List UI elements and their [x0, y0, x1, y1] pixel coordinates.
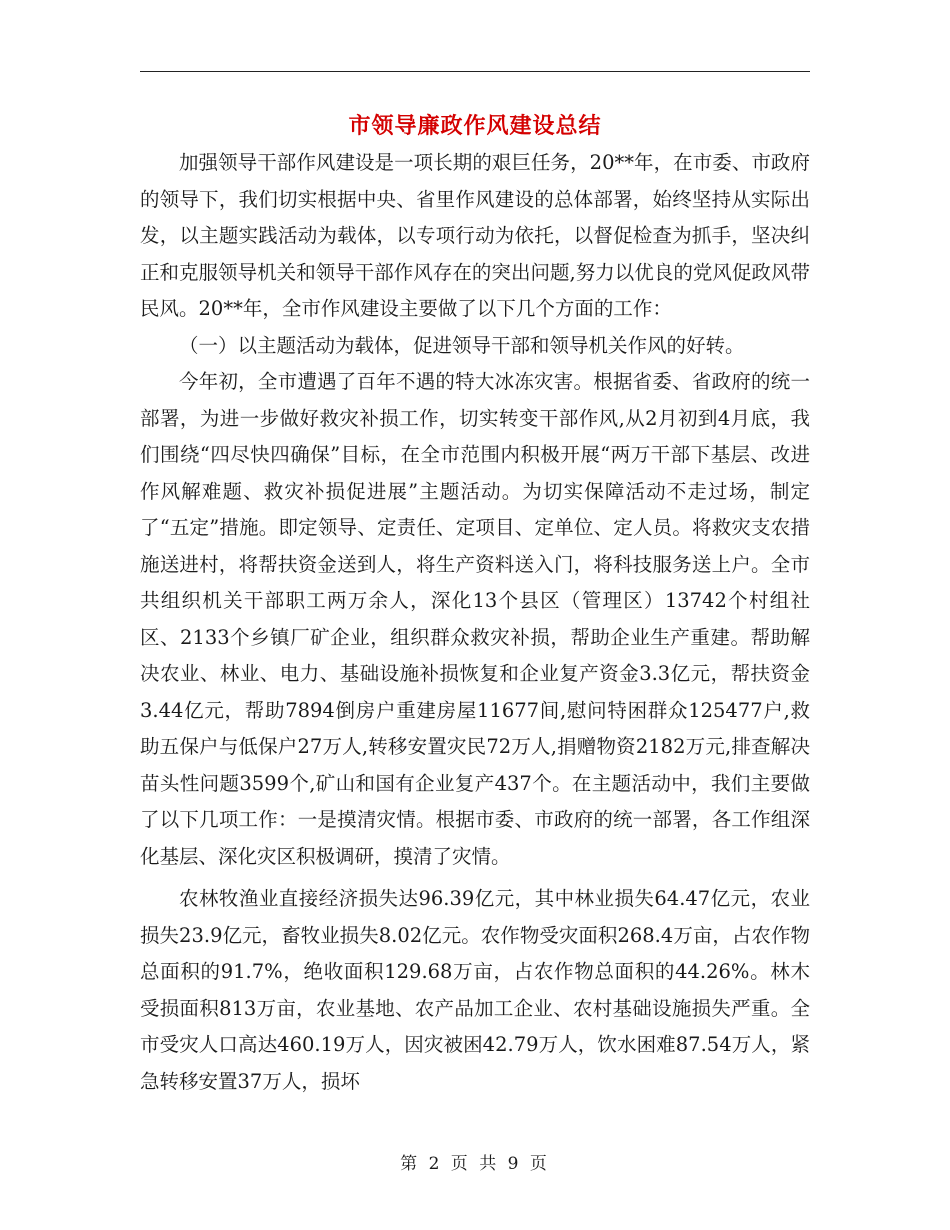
- body-paragraph: 今年初，全市遭遇了百年不遇的特大冰冻灾害。根据省委、省政府的统一部署，为进一步做好救灾补损工作，切实转变干部作风,从2月初到4月底，我们围绕“四尽快四确保”目标，在全市范围内积极开展“两万干部下基层、改进作风解难题、救灾补损促进展”主题活动。为切实保障活动不走过场，制定了“五定”措施。即定领导、定责任、定项目、定单位、定人员。将救灾支农措施送进村，将帮扶资金送到人，将生产资料送入门，将科技服务送上户。全市共组织机关干部职工两万余人，深化13个县区（管理区）13742个村组社区、2133个乡镇厂矿企业，组织群众救灾补损，帮助企业生产重建。帮助解决农业、林业、电力、基础设施补损恢复和企业复产资金3.3亿元，帮扶资金3.44亿元，帮助7894倒房户重建房屋11677间,慰问特困群众125477户,救助五保户与低保户27万人,转移安置灾民72万人,捐赠物资2182万元,排查解决苗头性问题3599个,矿山和国有企业复产437个。在主题活动中，我们主要做了以下几项工作：一是摸清灾情。根据市委、市政府的统一部署，各工作组深化基层、深化灾区积极调研，摸清了灾情。: [140, 370, 810, 868]
- header-rule: [140, 71, 810, 72]
- document-title: 市领导廉政作风建设总结: [348, 113, 602, 139]
- document-body: [140, 145, 810, 1100]
- body-paragraph: 农林牧渔业直接经济损失达96.39亿元，其中林业损失64.47亿元，农业损失23.9亿元，畜牧业损失8.02亿元。农作物受灾面积268.4万亩，占农作物总面积的91.7%，绝收面积129.68万亩，占农作物总面积的44.26%。林木受损面积813万亩，农业基地、农产品加工企业、农村基础设施损失严重。全市受灾人口高达460.19万人，因灾被困42.79万人，饮水困难87.54万人，紧急转移安置37万人，损坏: [140, 887, 810, 1093]
- intro-paragraph: 加强领导干部作风建设是一项长期的艰巨任务，20**年，在市委、市政府的领导下，我们切实根据中央、省里作风建设的总体部署，始终坚持从实际出发，以主题实践活动为载体，以专项行动为依托，以督促检查为抓手，坚决纠正和克服领导机关和领导干部作风存在的突出问题,努力以优良的党风促政风带民风。20**年，全市作风建设主要做了以下几个方面的工作：: [140, 151, 810, 320]
- section-heading: （一）以主题活动为载体，促进领导干部和领导机关作风的好转。: [179, 333, 745, 357]
- page-number: 第 2 页 共 9 页: [400, 1154, 550, 1174]
